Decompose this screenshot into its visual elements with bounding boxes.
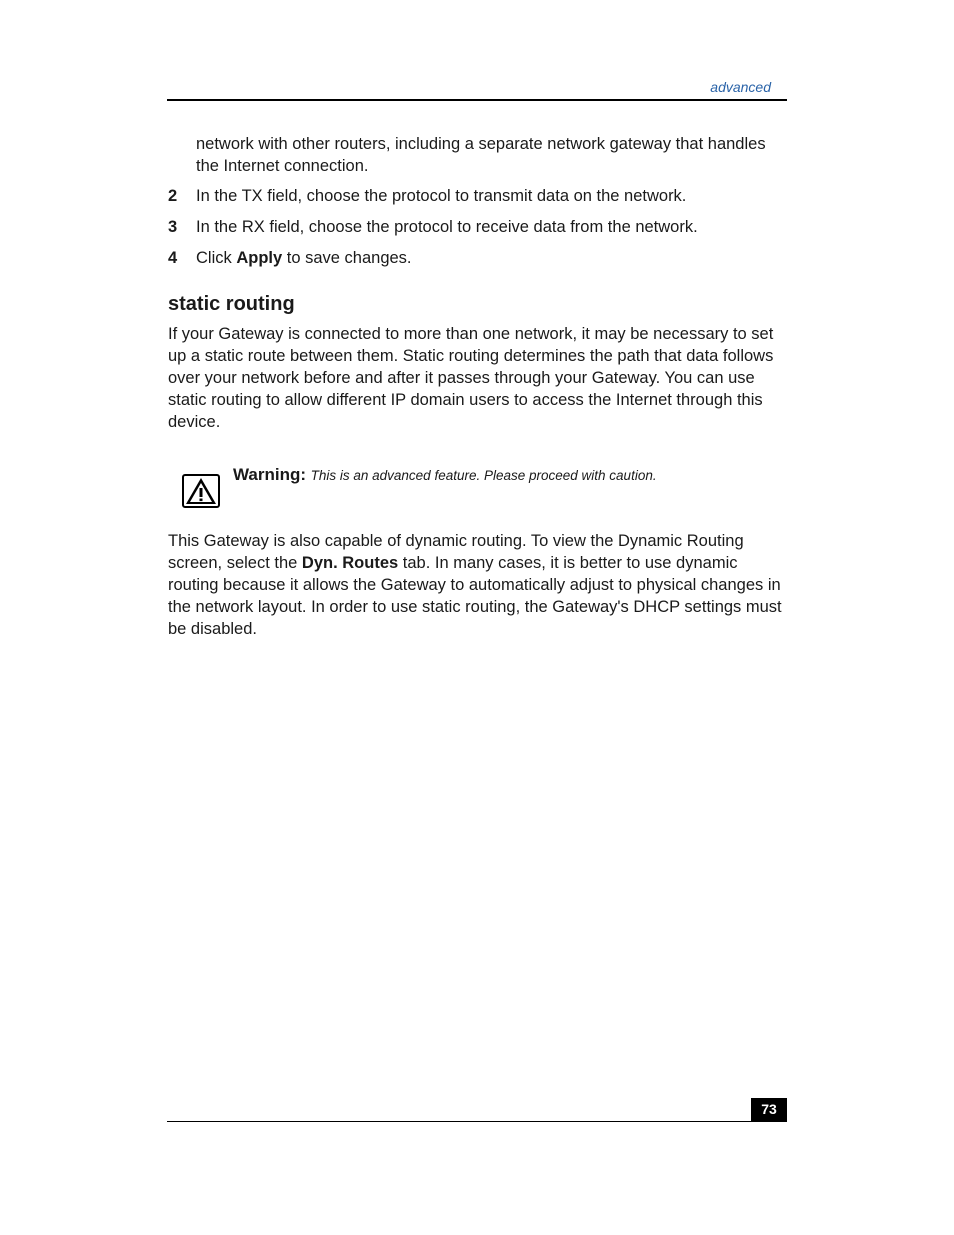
warning-message: This is an advanced feature. Please proceed with caution. [310, 468, 657, 483]
step-text-pre: Click [196, 249, 237, 267]
step-4 [168, 247, 784, 269]
header-rule [167, 99, 787, 101]
step-text: In the TX field, choose the protocol to transmit data on the network. [196, 187, 687, 205]
step-text [196, 247, 784, 269]
static-routing-paragraph: If your Gateway is connected to more than one network, it may be necessary to set up a static route between them. Static routing determines the path that data follows over your network before and after it passes through your Gateway. You can use static routing to allow different IP domain users to access the Internet through this device. [168, 325, 774, 431]
warning-text [233, 464, 657, 487]
warning-label: Warning: [233, 465, 307, 484]
step-text-post: to save changes. [282, 249, 412, 267]
step-text: In the RX field, choose the protocol to receive data from the network. [196, 218, 698, 236]
step-3 [168, 216, 784, 238]
paragraph-post: tab. In many cases, it is better to use dynamic routing because it allows the Gateway to automatically adjust to physical changes in the network layout. In order to use static routing, the Gateway's DHCP settings must be disabled. [168, 554, 782, 638]
dynamic-routing-paragraph [168, 530, 784, 640]
running-head: advanced [710, 79, 771, 95]
step-number: 4 [168, 249, 178, 267]
warning-note [168, 464, 784, 530]
paragraph-pre: This Gateway is also capable of dynamic routing. To view the Dynamic Routing screen, select the [168, 532, 744, 572]
apply-keyword: Apply [236, 249, 283, 267]
step-number: 2 [168, 187, 178, 205]
page-body [168, 133, 784, 640]
page-number: 73 [751, 1098, 787, 1122]
warning-triangle-icon [182, 474, 220, 508]
dyn-routes-keyword: Dyn. Routes [301, 554, 399, 572]
step-number: 3 [168, 218, 178, 236]
step-2 [168, 185, 784, 207]
footer-rule [167, 1121, 787, 1122]
step-continuation: network with other routers, including a separate network gateway that handles the Internet connection. [196, 135, 766, 175]
section-heading: static routing [168, 293, 295, 315]
